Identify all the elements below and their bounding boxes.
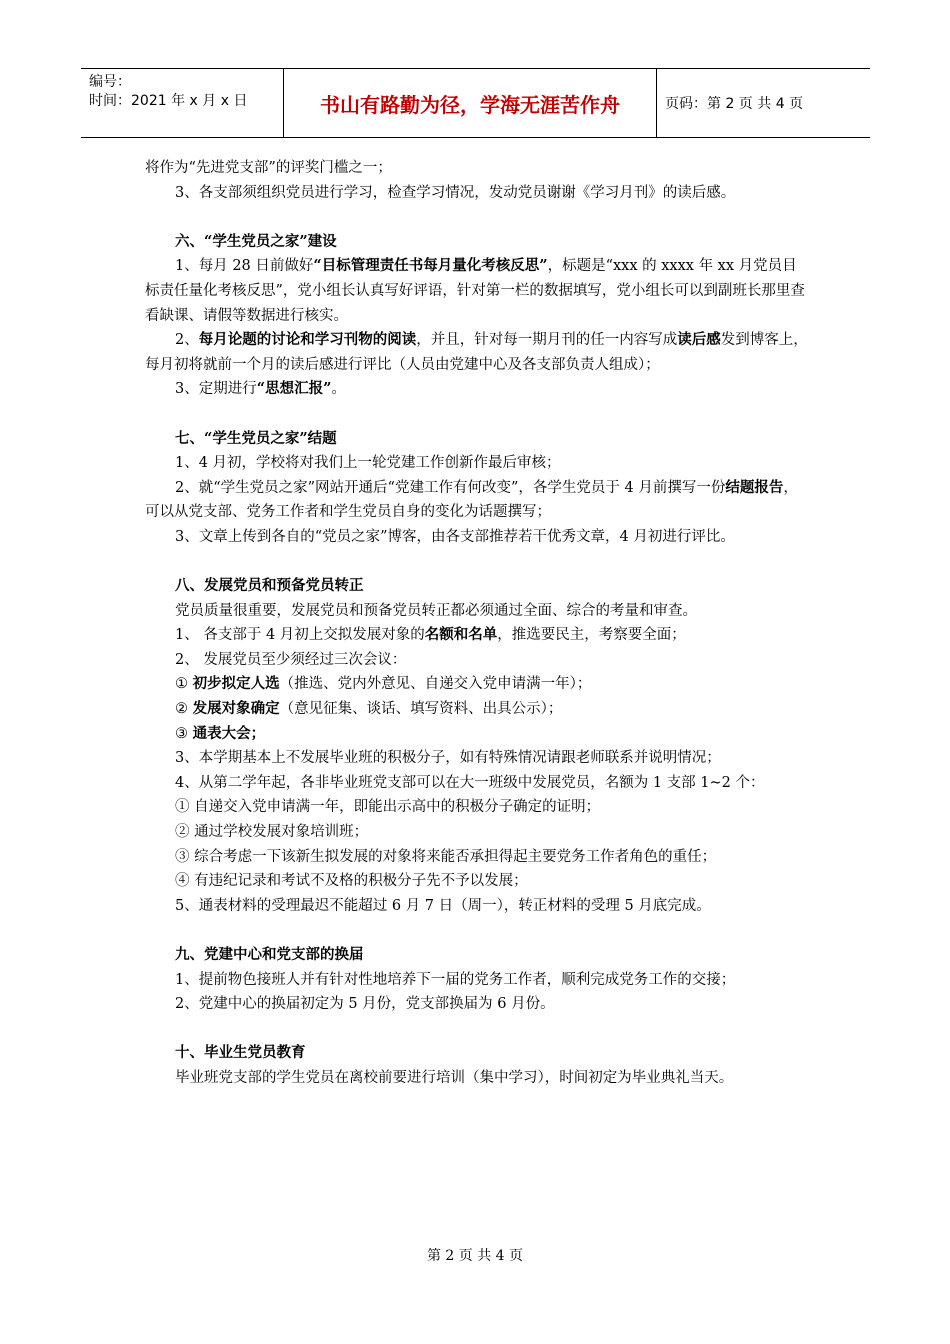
section-heading: 六、“学生党员之家”建设 [175, 232, 337, 250]
list-item: ② 发展对象确定（意见征集、谈话、填写资料、出具公示）； [175, 700, 563, 718]
paragraph: 1、4 月初，学校将对我们上一轮党建工作创新作最后审核； [175, 455, 561, 472]
page-footer: 第 2 页 共 4 页 [426, 1248, 524, 1264]
paragraph: 3、定期进行“思想汇报”。 [175, 380, 346, 398]
paragraph: 1、每月 28 日前做好“目标管理责任书每月量化考核反思”，标题是“xxx 的 xxxx 年 xx 月党员目标责任量化考核反思”，党小组长认真写好评语，针对第一栏的数据填写，党小组长可以到副班长那里查看缺课、请假等数据进行核实。 [145, 257, 805, 324]
header-motto: 书山有路勤为径，学海无涯苦作舟 [283, 69, 657, 137]
list-item: ① 自递交入党申请满一年，即能出示高中的积极分子确定的证明； [175, 799, 601, 816]
paragraph: 2、每月论题的讨论和学习刊物的阅读，并且，针对每一期月刊的任一内容写成读后感发到博客上，每月初将就前一个月的读后感进行评比（人员由党建中心及各支部负责人组成）； [145, 331, 808, 373]
header-page-info: 页码：第 2 页 共 4 页 [665, 96, 804, 112]
paragraph: 3、文章上传到各自的“党员之家”博客，由各支部推荐若干优秀文章，4 月初进行评比。 [175, 528, 735, 545]
list-item: ③ 通表大会； [175, 724, 266, 742]
paragraph: 2、 发展党员至少须经过三次会议： [175, 651, 407, 668]
section-heading: 八、发展党员和预备党员转正 [175, 577, 364, 595]
section-heading: 七、“学生党员之家”结题 [175, 429, 337, 447]
doc-number-label: 编号： [89, 74, 131, 90]
page-header [81, 68, 870, 138]
paragraph: 2、就“学生党员之家”网站开通后“党建工作有何改变”，各学生党员于 4 月前撰写一份结题报告，可以从党支部、党务工作者和学生党员自身的变化为话题撰写； [145, 478, 798, 521]
list-item: ② 通过学校发展对象培训班； [175, 824, 369, 841]
paragraph: 1、提前物色接班人并有针对性地培养下一届的党务工作者，顺利完成党务工作的交接； [175, 971, 736, 988]
list-item: ① 初步拟定人选（推选、党内外意见、自递交入党申请满一年）； [175, 675, 592, 693]
paragraph: 1、 各支部于 4 月初上交拟发展对象的名额和名单，推选要民主，考察要全面； [175, 626, 686, 644]
paragraph: 3、本学期基本上不发展毕业班的积极分子，如有特殊情况请跟老师联系并说明情况； [175, 750, 721, 767]
paragraph: 5、通表材料的受理最迟不能超过 6 月 7 日（周一），转正材料的受理 5 月底完成。 [175, 897, 711, 914]
paragraph: 4、从第二学年起，各非毕业班党支部可以在大一班级中发展党员，名额为 1 支部 1~2 个： [175, 774, 765, 791]
list-item: ③ 综合考虑一下该新生拟发展的对象将来能否承担得起主要党务工作者角色的重任； [175, 848, 717, 865]
document-body [145, 156, 810, 1091]
section-heading: 九、党建中心和党支部的换届 [175, 946, 364, 963]
header-meta [81, 69, 283, 137]
paragraph: 2、党建中心的换届初定为 5 月份，党支部换届为 6 月份。 [175, 996, 555, 1013]
paragraph: 党员质量很重要，发展党员和预备党员转正都必须通过全面、综合的考量和审查。 [175, 602, 697, 619]
doc-date: 时间：2021 年 x 月 x 日 [89, 93, 248, 109]
paragraph: 将作为“先进党支部”的评奖门槛之一； [145, 160, 392, 176]
paragraph: 毕业班党支部的学生党员在离校前要进行培训（集中学习），时间初定为毕业典礼当天。 [175, 1069, 734, 1086]
paragraph: 3、各支部须组织党员进行学习，检查学习情况，发动党员谢谢《学习月刊》的读后感。 [175, 184, 736, 201]
list-item: ④ 有违纪记录和考试不及格的积极分子先不予以发展； [175, 873, 528, 890]
section-heading: 十、毕业生党员教育 [175, 1044, 306, 1062]
